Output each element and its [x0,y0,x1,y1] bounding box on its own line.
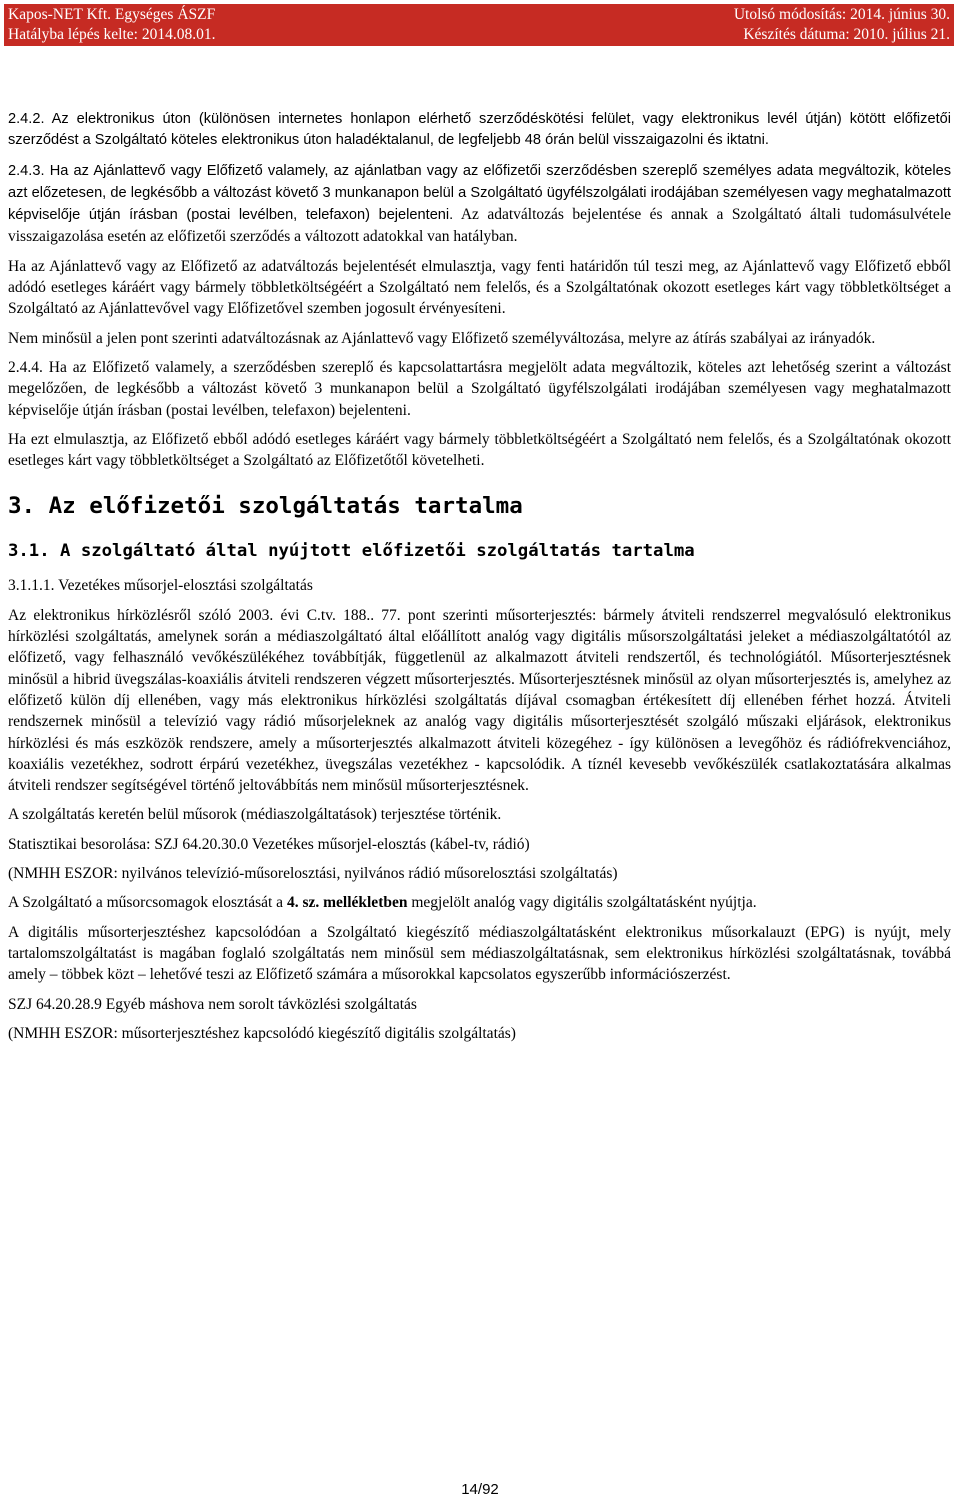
musorcsomagok-annex-ref: 4. sz. mellékletben [286,894,408,912]
musorcsomagok-text-post: megjelölt analóg vagy digitális szolgáltatásként nyújtja. [407,894,757,912]
subsection-heading-3-1: 3.1. A szolgáltató által nyújtott előfizetői szolgáltatás tartalma [8,541,695,562]
musorcsomagok-text-pre: A Szolgáltató a műsorcsomagok elosztását a [8,894,287,912]
paragraph-2-4-3 [8,160,951,248]
header-company-title: Kapos-NET Kft. Egységes ÁSZF [8,6,216,23]
paragraph-ha-ajanlattevo: Ha az Ajánlattevő vagy az Előfizető az adatváltozás bejelentését elmulasztja, vagy fenti határidőn túl teszi meg, az Ajánlattevő vagy Előfizető ebből adódó esetleges káráért vagy bármely többletköltségéért a Szolgáltató nem felelős, és a Szolgáltatónak okozott esetleges kárt vagy többletköltséget a Szolgáltató az Ajánlattevővel vagy Előfizetővel szemben jogosult érvényesíteni. [8,257,951,318]
page-number: 14/92 [461,1481,499,1498]
paragraph-nmhh-eszor-2: (NMHH ESZOR: műsorterjesztéshez kapcsolódó kiegészítő digitális szolgáltatás) [8,1024,516,1042]
document-header [4,4,954,46]
paragraph-3-1-1-1: 3.1.1.1. Vezetékes műsorjel-elosztási szolgáltatás [8,577,313,595]
paragraph-2-4-4: 2.4.4. Ha az Előfizető valamely, a szerződésben szereplő és kapcsolattartásra megjelölt adata megváltozik, köteles azt lehetőség szerint a változást megelőzően, de legkésőbb a változást követő 3 munkanapon belül a Szolgáltató ügyfélszolgálati irodájában személyesen vagy meghatalmazott képviselője útján írásban (postai levélben, telefaxon) bejelenteni. [8,358,951,419]
paragraph-2-4-2: 2.4.2. Az elektronikus úton (különösen internetes honlapon elérhető szerződéskötési felület, vagy elektronikus levél útján) kötött előfizetői szerződést a Szolgáltató köteles elektronikus úton haladéktalanul, de legfeljebb 48 órán belül visszaigazolni és iktatni. [8,111,951,149]
header-effective-date: Hatályba lépés kelte: 2014.08.01. [8,26,216,43]
paragraph-2-4-3-part1: 2.4.3. Ha az Ajánlattevő vagy Előfizető valamely, az ajánlatban vagy az előfizetői szerződésben szereplő személyes adata megváltozik, köteles azt előzetesen, de legkésőbb a változást követő 3 munkanapon belül a Szolgáltató ügyfélszolgálati irodájában személyesen vagy meghatalmazott képviselője útján írásban (postai levélben, telefaxon) bejelenteni. [8,162,951,224]
header-right [734,5,950,45]
paragraph-nem-minosul: Nem minősül a jelen pont szerinti adatváltozásnak az Ajánlattevő vagy Előfizető személyváltozása, melyre az átírás szabályai az irányadók. [8,329,876,347]
header-created-date: Készítés dátuma: 2010. július 21. [743,26,950,43]
paragraph-musorcsomagok [8,892,951,913]
paragraph-nmhh-eszor-1: (NMHH ESZOR: nyilvános televízió-műsorelosztási, nyilvános rádió műsorelosztási szolgáltatás) [8,865,618,883]
paragraph-ehtv-definition: Az elektronikus hírközlésről szóló 2003. évi C.tv. 188.. 77. pont szerinti műsorterjesztés: bármely átviteli rendszerrel megvalósuló elektronikus hírközlési szolgáltatás, amelynek során a médiaszolgáltató által előállított analóg vagy digitális műsorszolgáltatási jeleket a médiaszolgáltatótól az előfizető, vagy felhasználó vevőkészülékéhez továbbítják, függetlenül az alkalmazott átviteli rendszertől, és technológiától. Műsorterjesztésnek minősül a hibrid üvegszálas-koaxiális átviteli rendszeren végzett műsorterjesztés. Műsorterjesztésnek minősül az olyan műsorterjesztés is, amelyhez az előfizető külön díj ellenében, vagy más elektronikus hírközlési szolgáltatás díjával csomagban értékesített díj ellenében férhet hozzá. Átviteli rendszernek minősül a televízió vagy rádió műsorjeleknek az analóg vagy digitális műsorterjesztését szolgáló műszaki eljárások, elektronikus hírközlési és más eszközök rendszere, amely a műsorterjesztés alkalmazott átviteli közegéhez - így különösen a levegőhöz és rádiófrekvenciához, koaxiális vezetékhez, sodrott érpárú vezetékhez, üvegszálas vezetékhez - kapcsolódik. A tíznél kevesebb vevőkészülék csatlakoztatására alkalmas átviteli rendszer segítségével történő jeltovábbítás nem minősül műsorterjesztésnek. [8,606,951,795]
section-heading-3: 3. Az előfizetői szolgáltatás tartalma [8,493,523,520]
paragraph-ha-ezt: Ha ezt elmulasztja, az Előfizető ebből adódó esetleges káráért vagy bármely többletköltségéért a Szolgáltató nem felelős, és a Szolgáltatónak okozott esetleges kárt vagy többletköltséget a Szolgáltató az Előfizetőtől követelheti. [8,430,951,470]
paragraph-statisztikai-besorolas: Statisztikai besorolása: SZJ 64.20.30.0 Vezetékes műsorjel-elosztás (kábel-tv, rádió) [8,835,530,853]
paragraph-2-4-3-part2: Az adatváltozás bejelentése és annak a Szolgáltató általi tudomásulvétele visszaigazolása esetén az előfizetői szerződés a változott adatokkal van hatályban. [8,206,952,246]
paragraph-kereten-belul: A szolgáltatás keretén belül műsorok (médiaszolgáltatások) terjesztése történik. [8,806,502,824]
document-body [8,109,951,1052]
paragraph-epg: A digitális műsorterjesztéshez kapcsolódóan a Szolgáltató kiegészítő médiaszolgáltatásként elektronikus műsorkalauzt (EPG) is nyújt, mely tartalomszolgáltatást is magában foglaló szolgáltatás nem minősül sem médiaszolgáltatásnak, sem elektronikus hírközlési szolgáltatásnak, továbbá amely – többek közt – lehetővé teszi az Előfizető számára a műsorokkal kapcsolatos egyszerűbb információszerzést. [8,923,951,984]
paragraph-szj-64-20-28-9: SZJ 64.20.28.9 Egyéb máshova nem sorolt távközlési szolgáltatás [8,995,417,1013]
header-last-modified: Utolsó módosítás: 2014. június 30. [733,6,950,23]
header-left [8,5,215,45]
